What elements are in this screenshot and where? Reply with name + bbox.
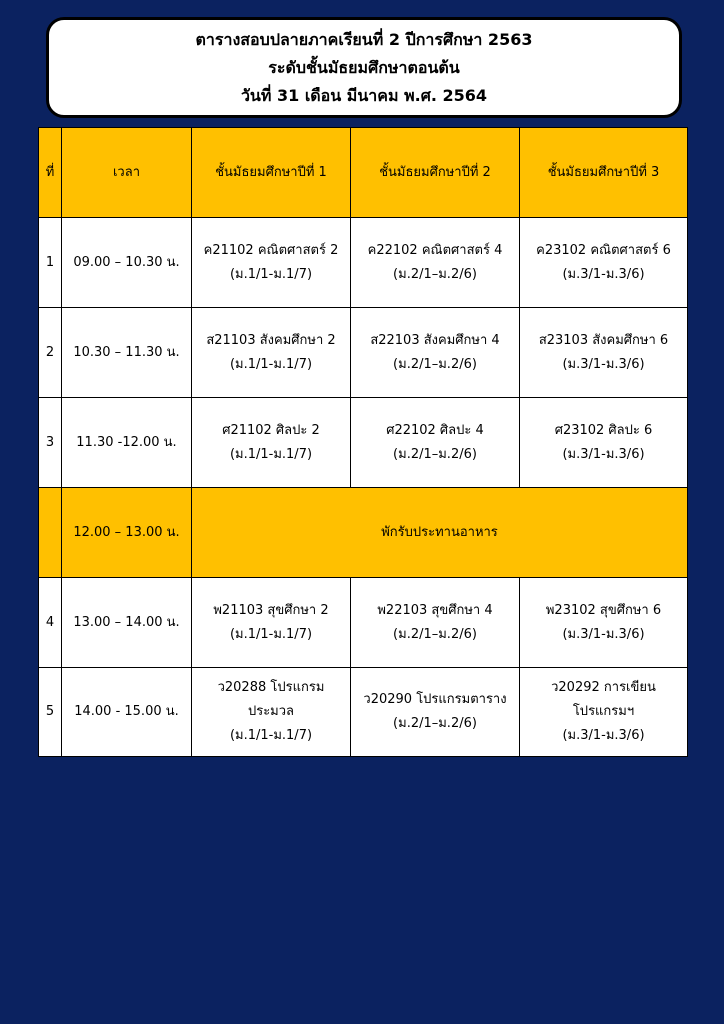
subject: ศ22102 ศิลปะ 4 [386,422,484,438]
subject-cont: ประมวล [247,704,295,719]
cell-m2 [351,398,520,488]
exam-schedule-table [38,127,688,757]
cell-m3 [520,668,688,757]
cell-m2 [351,218,520,308]
cell-m2 [351,308,520,398]
row-no: 1 [39,218,62,308]
row-no: 3 [39,398,62,488]
row-no: 2 [39,308,62,398]
subject: ศ23102 ศิลปะ 6 [554,422,653,438]
subject: พ22103 สุขศึกษา 4 [377,602,493,618]
subject: ศ21102 ศิลปะ 2 [222,422,320,438]
subject: พ23102 สุขศึกษา 6 [545,602,662,618]
classes: (ม.1/1-ม.1/7) [229,446,313,462]
row-no: 4 [39,578,62,668]
classes: (ม.2/1–ม.2/6) [393,626,477,642]
cell-m2 [351,668,520,757]
classes: (ม.1/1-ม.1/7) [229,356,313,372]
classes: (ม.3/1-ม.3/6) [562,266,645,282]
header-time: เวลา [62,128,192,218]
subject: ว20292 การเขียน [551,680,656,695]
classes: (ม.2/1–ม.2/6) [393,356,477,372]
classes: (ม.2/1–ม.2/6) [393,716,477,731]
title-line-1: ตารางสอบปลายภาคเรียนที่ 2 ปีการศึกษา 2563 [195,29,533,49]
header-m3: ชั้นมัธยมศึกษาปีที่ 3 [520,128,688,218]
cell-m1 [192,398,351,488]
subject: ส22103 สังคมศึกษา 4 [370,332,500,348]
table-row [39,308,688,398]
subject: ส21103 สังคมศึกษา 2 [206,332,336,348]
cell-m3 [520,308,688,398]
lunch-label: พักรับประทานอาหาร [192,488,688,578]
cell-m3 [520,398,688,488]
cell-m1 [192,668,351,757]
cell-m1 [192,308,351,398]
row-time: 11.30 -12.00 น. [62,398,192,488]
cell-m3 [520,218,688,308]
title-line-3: วันที่ 31 เดือน มีนาคม พ.ศ. 2564 [240,85,488,105]
table-header-row [39,128,688,218]
lunch-time: 12.00 – 13.00 น. [62,488,192,578]
lunch-row [39,488,688,578]
row-time: 13.00 – 14.00 น. [62,578,192,668]
subject: ว20290 โปรแกรมตาราง [363,692,507,707]
title-box [46,17,682,118]
subject: ว20288 โปรแกรม [217,680,325,695]
row-no: 5 [39,668,62,757]
row-time: 10.30 – 11.30 น. [62,308,192,398]
table-row [39,218,688,308]
cell-m3 [520,578,688,668]
header-m2: ชั้นมัธยมศึกษาปีที่ 2 [351,128,520,218]
cell-m1 [192,218,351,308]
table-row [39,668,688,757]
classes: (ม.2/1–ม.2/6) [393,446,477,462]
classes: (ม.3/1-ม.3/6) [562,356,645,372]
header-no: ที่ [39,128,62,218]
classes: (ม.3/1-ม.3/6) [562,728,645,743]
classes: (ม.1/1-ม.1/7) [229,266,313,282]
cell-m1 [192,578,351,668]
lunch-no [39,488,62,578]
row-time: 09.00 – 10.30 น. [62,218,192,308]
table-row [39,578,688,668]
classes: (ม.3/1-ม.3/6) [562,626,645,642]
subject: ค23102 คณิตศาสตร์ 6 [536,242,671,258]
title-line-2: ระดับชั้นมัธยมศึกษาตอนต้น [268,57,460,77]
cell-m2 [351,578,520,668]
classes: (ม.3/1-ม.3/6) [562,446,645,462]
subject-cont: โปรแกรมฯ [572,704,635,719]
header-m1: ชั้นมัธยมศึกษาปีที่ 1 [192,128,351,218]
classes: (ม.1/1-ม.1/7) [229,728,313,743]
row-time: 14.00 - 15.00 น. [62,668,192,757]
subject: ค22102 คณิตศาสตร์ 4 [367,242,503,258]
subject: ส23103 สังคมศึกษา 6 [538,332,669,348]
classes: (ม.2/1–ม.2/6) [393,266,477,282]
subject: พ21103 สุขศึกษา 2 [213,602,329,618]
classes: (ม.1/1-ม.1/7) [229,626,313,642]
subject: ค21102 คณิตศาสตร์ 2 [203,242,339,258]
table-row [39,398,688,488]
